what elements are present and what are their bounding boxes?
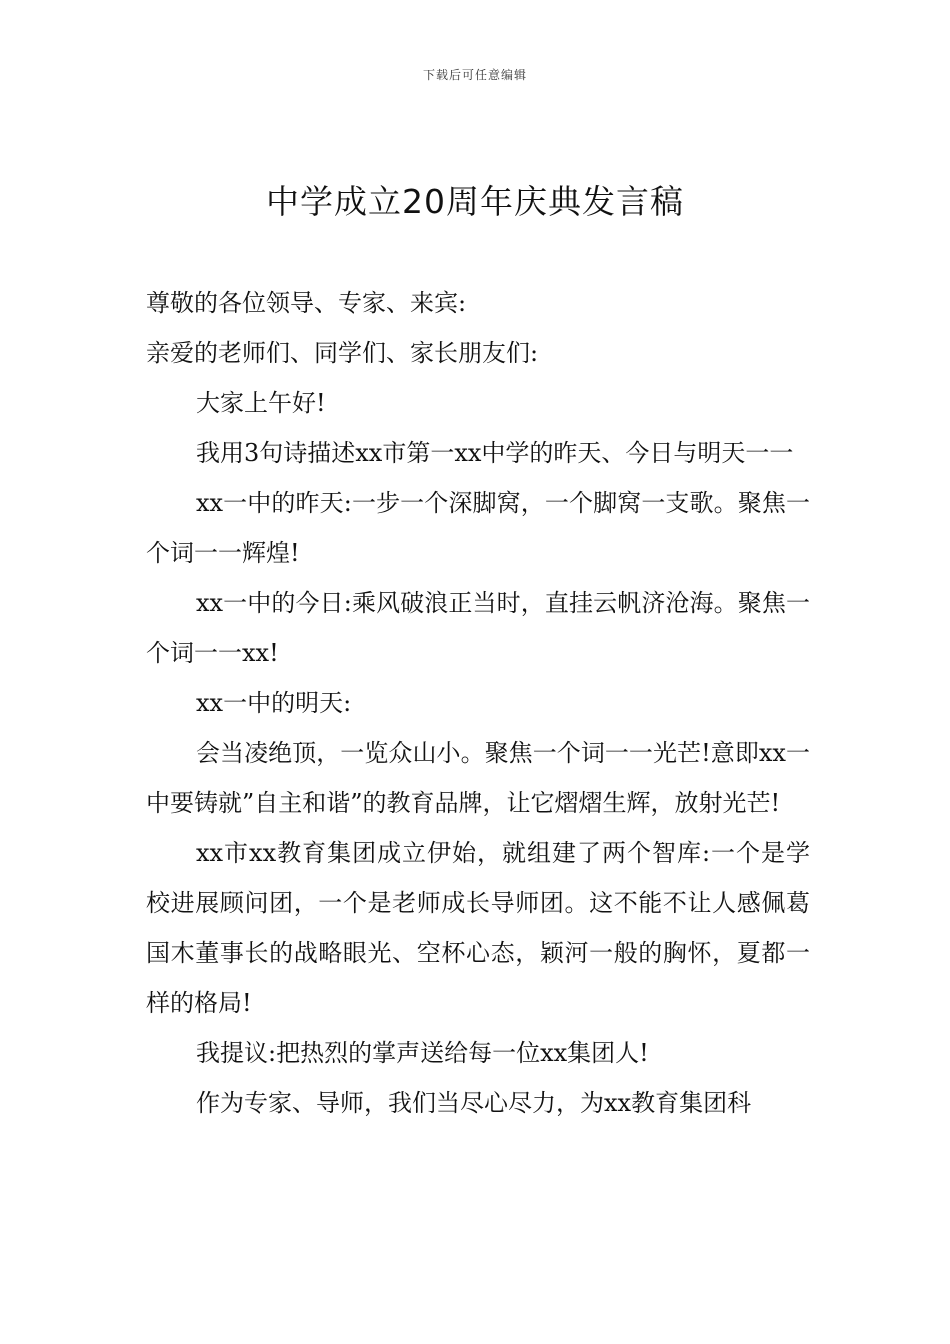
paragraph: 会当凌绝顶，一览众山小。聚焦一个词一一光芒!意即xx一中要铸就”自主和谐”的教育品牌，让它熠熠生辉，放射光芒! xyxy=(146,739,810,817)
paragraph: 作为专家、导师，我们当尽心尽力，为xx教育集团科 xyxy=(196,1089,752,1117)
paragraph: xx一中的昨天:一步一个深脚窝，一个脚窝一支歌。聚焦一个词一一辉煌! xyxy=(146,489,810,567)
paragraph: 亲爱的老师们、同学们、家长朋友们: xyxy=(146,339,539,367)
document-title: 中学成立20周年庆典发言稿 xyxy=(266,182,684,221)
paragraph: 我提议:把热烈的掌声送给每一位xx集团人! xyxy=(196,1039,649,1067)
paragraph: xx市xx教育集团成立伊始，就组建了两个智库:一个是学校进展顾问团，一个是老师成长导师团。这不能不让人感佩葛国木董事长的战略眼光、空杯心态，颖河一般的胸怀，夏都一样的格局! xyxy=(146,839,810,1017)
document-body xyxy=(146,278,810,1128)
paragraph: xx一中的今日:乘风破浪正当时，直挂云帆济沧海。聚焦一个词一一xx! xyxy=(146,589,810,667)
paragraph: 尊敬的各位领导、专家、来宾: xyxy=(146,289,467,317)
paragraph: 我用3句诗描述xx市第一xx中学的昨天、今日与明天一一 xyxy=(196,439,794,467)
paragraph: 大家上午好! xyxy=(196,389,326,417)
header-note: 下载后可任意编辑 xyxy=(422,68,527,82)
paragraph: xx一中的明天: xyxy=(196,689,352,717)
